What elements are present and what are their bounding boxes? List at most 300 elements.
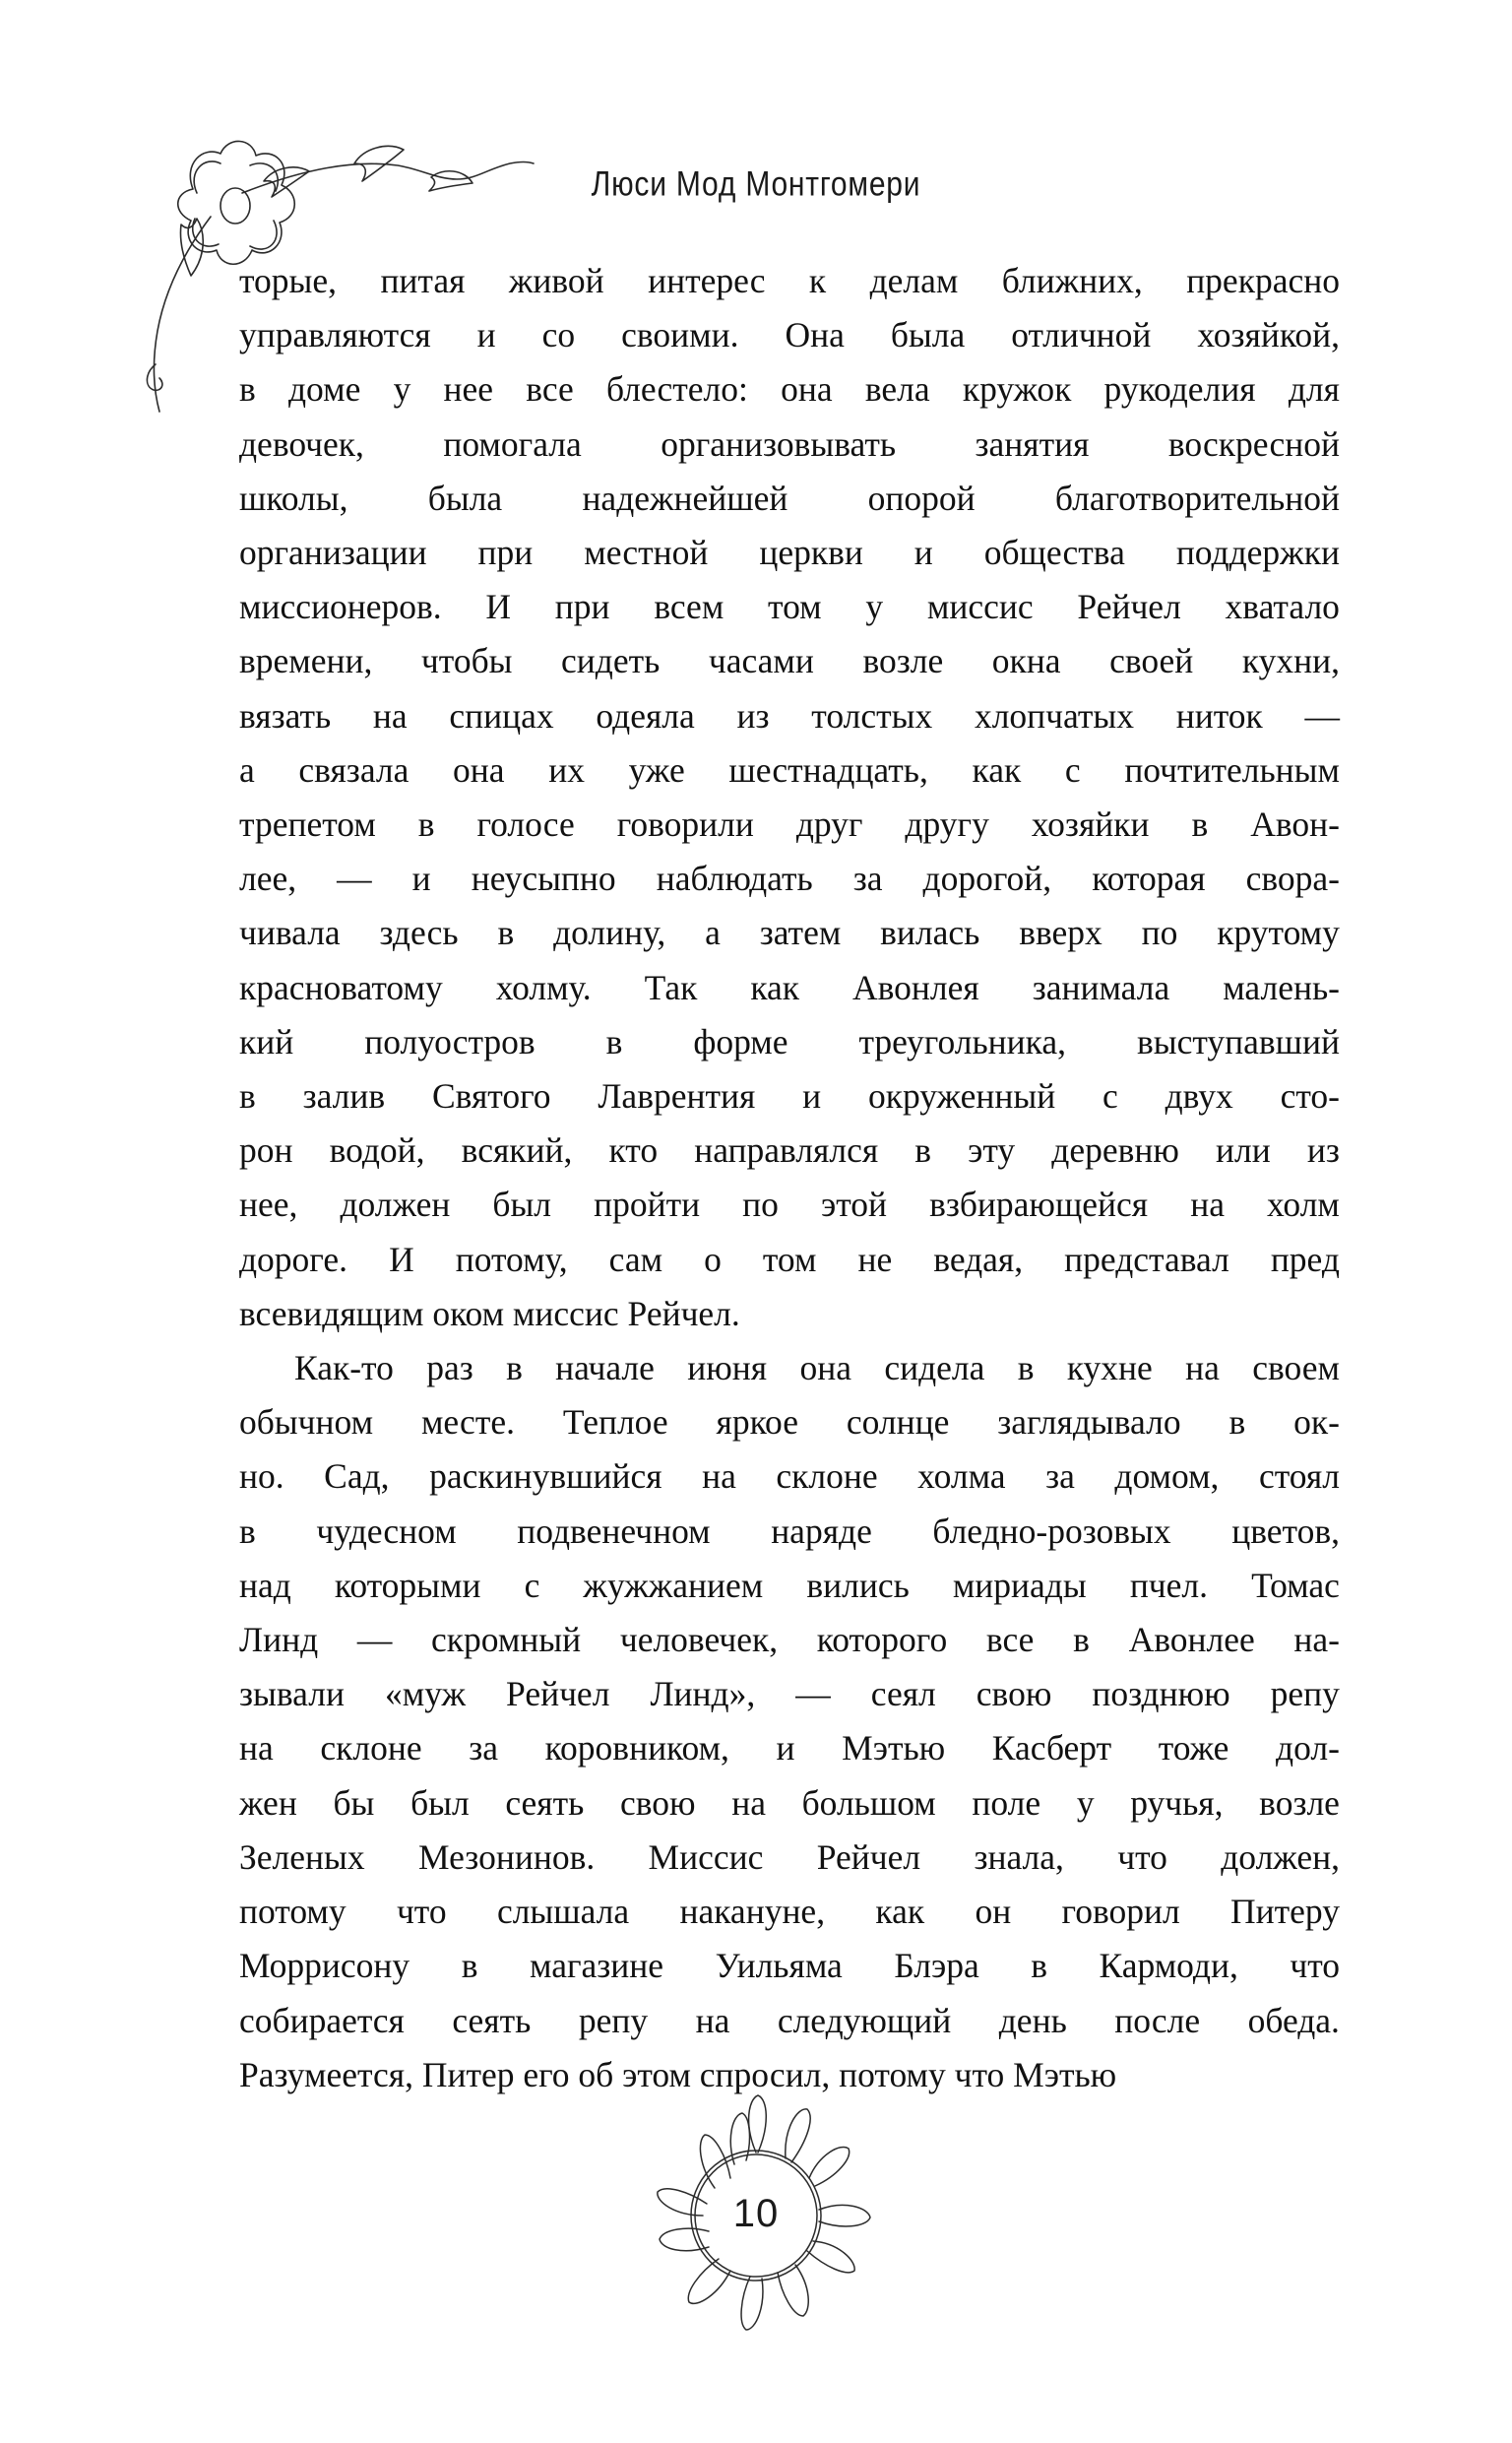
word: всякий, [461, 1130, 573, 1171]
word: надежнейшей [582, 478, 788, 518]
word: — [337, 859, 372, 899]
word: как [875, 1892, 925, 1932]
word: дол- [1276, 1728, 1340, 1768]
word: Уильяма [715, 1946, 843, 1986]
word: наблюдать [656, 859, 813, 899]
word: чудесном [316, 1511, 457, 1551]
word: после [1114, 2000, 1201, 2040]
word: мириады [952, 1565, 1087, 1605]
text-line [239, 798, 1340, 852]
paragraph [239, 1341, 1340, 2102]
word: полуостров [364, 1021, 536, 1061]
word: своем [1252, 1348, 1340, 1388]
word: при [554, 587, 610, 627]
word: взбирающейся [929, 1185, 1149, 1225]
word: раз [426, 1348, 473, 1388]
word: занятия [975, 423, 1090, 464]
word: воскресной [1167, 423, 1340, 464]
running-head-text: Люси Мод Монтгомери [591, 165, 921, 204]
word: сеял [870, 1674, 936, 1714]
text-line [239, 1885, 1340, 1939]
text-line [239, 1505, 1340, 1559]
word: сеять [505, 1782, 585, 1823]
word: долину, [553, 913, 666, 953]
word: миссис [926, 587, 1034, 627]
word: говорили [616, 804, 754, 845]
page-number: 10 [732, 2191, 780, 2235]
word: она [781, 369, 833, 410]
word: хватало [1225, 587, 1340, 627]
word: репу [1270, 1674, 1340, 1714]
word: вилась [880, 913, 980, 953]
word: чтобы [420, 641, 513, 681]
word: выступавший [1136, 1021, 1340, 1061]
word: Томас [1251, 1565, 1340, 1605]
word: интерес [648, 261, 766, 300]
word: Она [785, 315, 845, 355]
word: благотворительной [1054, 478, 1340, 518]
word: а [239, 749, 255, 790]
word: крутому [1217, 913, 1340, 953]
word: с [524, 1565, 540, 1605]
word: в [1017, 1348, 1035, 1388]
word: затем [759, 913, 842, 953]
word: «муж [384, 1674, 467, 1714]
text-line [239, 1939, 1340, 1993]
word: уже [628, 749, 685, 790]
word: склоне [320, 1728, 422, 1768]
text-line [239, 852, 1340, 906]
word: местной [584, 533, 709, 573]
word: торые, [239, 261, 338, 300]
word: сидеть [561, 641, 661, 681]
word: на- [1293, 1620, 1340, 1660]
word: времени, [239, 641, 373, 681]
word: управляются [239, 315, 431, 355]
text-line [239, 1341, 1340, 1395]
word: сам [608, 1239, 663, 1279]
word: при [477, 533, 534, 573]
word: Зеленых [239, 1836, 365, 1877]
word: водой, [329, 1130, 425, 1171]
word: Миссис [648, 1836, 764, 1877]
word: из [736, 695, 770, 736]
word: в [1031, 1946, 1047, 1986]
paragraph [239, 254, 1340, 1341]
word: знала, [974, 1836, 1064, 1877]
word: но. [239, 1456, 284, 1497]
text-line [239, 1559, 1340, 1613]
word: жужжанием [583, 1565, 764, 1605]
word: Теплое [562, 1402, 668, 1443]
word: жен [239, 1782, 297, 1823]
text-line [239, 689, 1340, 743]
word: холму. [495, 967, 592, 1007]
word: в [417, 804, 435, 845]
word: Рейчел [1077, 587, 1181, 627]
word: свою [620, 1782, 696, 1823]
word: с [1102, 1076, 1118, 1117]
word: ниток [1175, 695, 1263, 736]
word: сеять [452, 2000, 532, 2040]
word: в [1073, 1620, 1090, 1660]
word: и [411, 859, 431, 899]
word: миссионеров. [239, 587, 442, 627]
word: — [1304, 695, 1340, 736]
word: дороге. [239, 1239, 348, 1279]
word: дорогой, [922, 859, 1052, 899]
word: Святого [432, 1076, 551, 1117]
word: и [802, 1076, 822, 1117]
word: толстых [811, 695, 933, 736]
text-line [239, 1449, 1340, 1504]
word: возле [1259, 1782, 1340, 1823]
word: в [239, 1511, 256, 1551]
word: ручья, [1130, 1782, 1224, 1823]
text-line [239, 1178, 1340, 1232]
word: окна [991, 641, 1061, 681]
word: школы, [239, 478, 348, 518]
word: красноватому [239, 967, 443, 1007]
word: все [526, 369, 574, 410]
word: общества [983, 533, 1125, 573]
word: все [985, 1620, 1035, 1660]
text-line [239, 1233, 1340, 1287]
word: Мэтью [842, 1728, 946, 1768]
word: и [476, 315, 496, 355]
word: церкви [759, 533, 863, 573]
word: помогала [443, 423, 582, 464]
text-line [239, 580, 1340, 634]
word: хозяйки [1031, 804, 1150, 845]
word: по [1141, 913, 1178, 953]
word: поле [972, 1782, 1041, 1823]
word: их [548, 749, 585, 790]
word: делам [869, 261, 959, 300]
word: в [1191, 804, 1209, 845]
word: кто [608, 1130, 659, 1171]
word: друг [795, 804, 863, 845]
word: заглядывало [997, 1402, 1181, 1443]
word: нее, [239, 1185, 298, 1225]
word: Касберт [991, 1728, 1112, 1768]
word: И [389, 1239, 414, 1279]
word: у [1076, 1782, 1095, 1823]
word: в [461, 1946, 478, 1986]
word: на [695, 2000, 730, 2040]
word: пройти [594, 1185, 701, 1225]
word: кухне [1066, 1348, 1153, 1388]
text-line [239, 418, 1340, 472]
word: опорой [867, 478, 976, 518]
word: Как-то [294, 1348, 394, 1388]
word: часами [708, 641, 814, 681]
word: Так [644, 967, 698, 1007]
word: рукоделия [1103, 369, 1256, 410]
word: по [742, 1185, 779, 1225]
word: бледно-розовых [932, 1511, 1171, 1551]
word: Моррисону [239, 1946, 410, 1986]
word: человечек, [619, 1620, 779, 1660]
word: Линд [239, 1620, 319, 1660]
word: сидела [884, 1348, 985, 1388]
word: скромный [431, 1620, 582, 1660]
word: холма [917, 1456, 1006, 1497]
word: кухни, [1241, 641, 1340, 681]
word: доме [287, 369, 361, 410]
word: отличной [1011, 315, 1152, 355]
word: вверх [1019, 913, 1102, 953]
word: был [410, 1782, 470, 1823]
word: Лаврентия [598, 1076, 756, 1117]
word: о [704, 1239, 722, 1279]
word: потому, [455, 1239, 568, 1279]
word: вязать [239, 695, 332, 736]
word: спицах [449, 695, 554, 736]
word: вела [864, 369, 930, 410]
text-line [239, 254, 1340, 308]
word: за [1045, 1456, 1075, 1497]
word: питая [380, 261, 466, 300]
word: ок- [1293, 1402, 1340, 1443]
word: голосе [476, 804, 575, 845]
folio-medallion [628, 2086, 884, 2342]
text-line [239, 743, 1340, 798]
word: обеда. [1247, 2000, 1340, 2040]
text-line [239, 1395, 1340, 1449]
word: в [914, 1130, 932, 1171]
word: двух [1165, 1076, 1233, 1117]
word: домом, [1114, 1456, 1220, 1497]
word: следующий [777, 2000, 952, 2040]
word: Блэра [894, 1946, 979, 1986]
word: коровником, [544, 1728, 729, 1768]
word: окруженный [867, 1076, 1056, 1117]
word: треугольника, [858, 1021, 1067, 1061]
text-line [239, 1667, 1340, 1721]
word: со [541, 315, 576, 355]
word: слышала [496, 1892, 630, 1932]
word: холм [1267, 1185, 1340, 1225]
word: из [1306, 1130, 1340, 1171]
text-line [239, 961, 1340, 1015]
word: своей [1109, 641, 1194, 681]
word: наряде [771, 1511, 872, 1551]
word: за [852, 859, 883, 899]
word: на [731, 1782, 766, 1823]
word: — [795, 1674, 831, 1714]
word: одеяла [596, 695, 695, 736]
text-line [239, 308, 1340, 362]
word: пчел. [1129, 1565, 1209, 1605]
word: нее [443, 369, 494, 410]
word: которого [816, 1620, 948, 1660]
word: рон [239, 1130, 293, 1171]
text-line: всевидящим оком миссис Рейчел. [239, 1293, 740, 1333]
text-line [239, 1776, 1340, 1831]
text-line [239, 526, 1340, 580]
word: стоял [1258, 1456, 1340, 1497]
word: обычном [239, 1402, 374, 1443]
word: шестнадцать, [728, 749, 928, 790]
word: в [239, 1076, 256, 1117]
word: хозяйкой, [1197, 315, 1340, 355]
word: Кармоди, [1099, 1946, 1238, 1986]
word: склоне [776, 1456, 878, 1497]
word: в [1228, 1402, 1246, 1443]
word: большом [801, 1782, 936, 1823]
word: деревню [1051, 1130, 1179, 1171]
word: месте. [420, 1402, 515, 1443]
word: он [975, 1892, 1012, 1932]
word: солнце [846, 1402, 950, 1443]
word: она [453, 749, 505, 790]
word: связала [298, 749, 410, 790]
word: организации [239, 533, 427, 573]
text-line [239, 1994, 1340, 2048]
word: которая [1092, 859, 1206, 899]
word: начале [555, 1348, 655, 1388]
word: направлялся [694, 1130, 879, 1171]
word: в [497, 913, 515, 953]
word: всем [654, 587, 724, 627]
word: позднюю [1092, 1674, 1230, 1714]
text-line [239, 1721, 1340, 1775]
word: Мезонинов. [417, 1836, 596, 1877]
word: представал [1064, 1239, 1229, 1279]
word: должен [340, 1185, 451, 1225]
word: накануне, [679, 1892, 826, 1932]
word: репу [578, 2000, 649, 2040]
word: почтительным [1124, 749, 1340, 790]
word: прекрасно [1186, 261, 1340, 300]
word: своими. [621, 315, 739, 355]
word: этой [820, 1185, 888, 1225]
word: на [1185, 1348, 1220, 1388]
word: Линд», [650, 1674, 756, 1714]
word: для [1288, 369, 1340, 410]
word: Авон- [1250, 804, 1340, 845]
word: над [239, 1565, 291, 1605]
word: живой [508, 261, 604, 300]
word: хлопчатых [974, 695, 1134, 736]
word: июня [687, 1348, 768, 1388]
word: Питеру [1230, 1892, 1340, 1932]
word: И [485, 587, 512, 627]
word: была [427, 478, 503, 518]
word: эту [968, 1130, 1016, 1171]
word: кружок [962, 369, 1072, 410]
text-line [239, 1124, 1340, 1178]
word: у [393, 369, 411, 410]
word: у [865, 587, 884, 627]
word: ближних, [1001, 261, 1143, 300]
word: в [239, 369, 256, 410]
word: чивала [239, 913, 341, 953]
word: том [768, 587, 822, 627]
word: магазине [529, 1946, 664, 1986]
word: тоже [1158, 1728, 1229, 1768]
word: залив [302, 1076, 386, 1117]
text-line: Разумеется, Питер его об этом спросил, потому что Мэтью [239, 2054, 1117, 2094]
word: на [1190, 1185, 1225, 1225]
word: свора- [1245, 859, 1340, 899]
word: и [914, 533, 933, 573]
word: Авонлее [1128, 1620, 1255, 1660]
word: сто- [1280, 1076, 1340, 1117]
word: кий [239, 1021, 294, 1061]
word: или [1216, 1130, 1271, 1171]
word: том [762, 1239, 817, 1279]
word: зывали [239, 1674, 345, 1714]
word: бы [333, 1782, 375, 1823]
word: должен, [1221, 1836, 1340, 1877]
body-text [239, 254, 1340, 2102]
word: как [750, 967, 800, 1007]
word: был [492, 1185, 552, 1225]
word: блестело: [606, 369, 748, 410]
word: на [239, 1728, 274, 1768]
word: организовывать [661, 423, 897, 464]
word: пред [1270, 1239, 1340, 1279]
word: вились [806, 1565, 910, 1605]
word: занимала [1032, 967, 1170, 1007]
word: раскинувшийся [429, 1456, 662, 1497]
word: собирается [239, 2000, 405, 2040]
word: в [506, 1348, 523, 1388]
text-line [239, 362, 1340, 417]
word: другу [905, 804, 989, 845]
text-line [239, 906, 1340, 960]
word: яркое [716, 1402, 798, 1443]
word: что [1290, 1946, 1340, 1986]
word: на [702, 1456, 736, 1497]
word: цветов, [1231, 1511, 1340, 1551]
text-line [239, 1015, 1340, 1069]
word: Авонлея [852, 967, 979, 1007]
word: что [1117, 1836, 1167, 1877]
running-head [0, 165, 1512, 205]
word: и [776, 1728, 795, 1768]
word: Рейчел [816, 1836, 921, 1877]
word: ведая, [933, 1239, 1024, 1279]
word: форме [693, 1021, 788, 1061]
text-line [239, 634, 1340, 688]
word: на [372, 695, 408, 736]
word: не [857, 1239, 893, 1279]
word: была [890, 315, 966, 355]
word: к [808, 261, 827, 300]
word: за [469, 1728, 498, 1768]
text-line [239, 1069, 1340, 1124]
word: возле [862, 641, 944, 681]
word: Сад, [324, 1456, 390, 1497]
word: трепетом [239, 804, 376, 845]
word: что [396, 1892, 447, 1932]
word: малень- [1223, 967, 1340, 1007]
word: которыми [334, 1565, 481, 1605]
word: потому [239, 1892, 346, 1932]
word: с [1064, 749, 1081, 790]
text-line [239, 1831, 1340, 1885]
text-line [239, 1613, 1340, 1667]
word: она [799, 1348, 851, 1388]
word: подвенечном [517, 1511, 711, 1551]
word: — [356, 1620, 393, 1660]
word: девочек, [239, 423, 364, 464]
word: как [972, 749, 1022, 790]
word: говорил [1061, 1892, 1180, 1932]
